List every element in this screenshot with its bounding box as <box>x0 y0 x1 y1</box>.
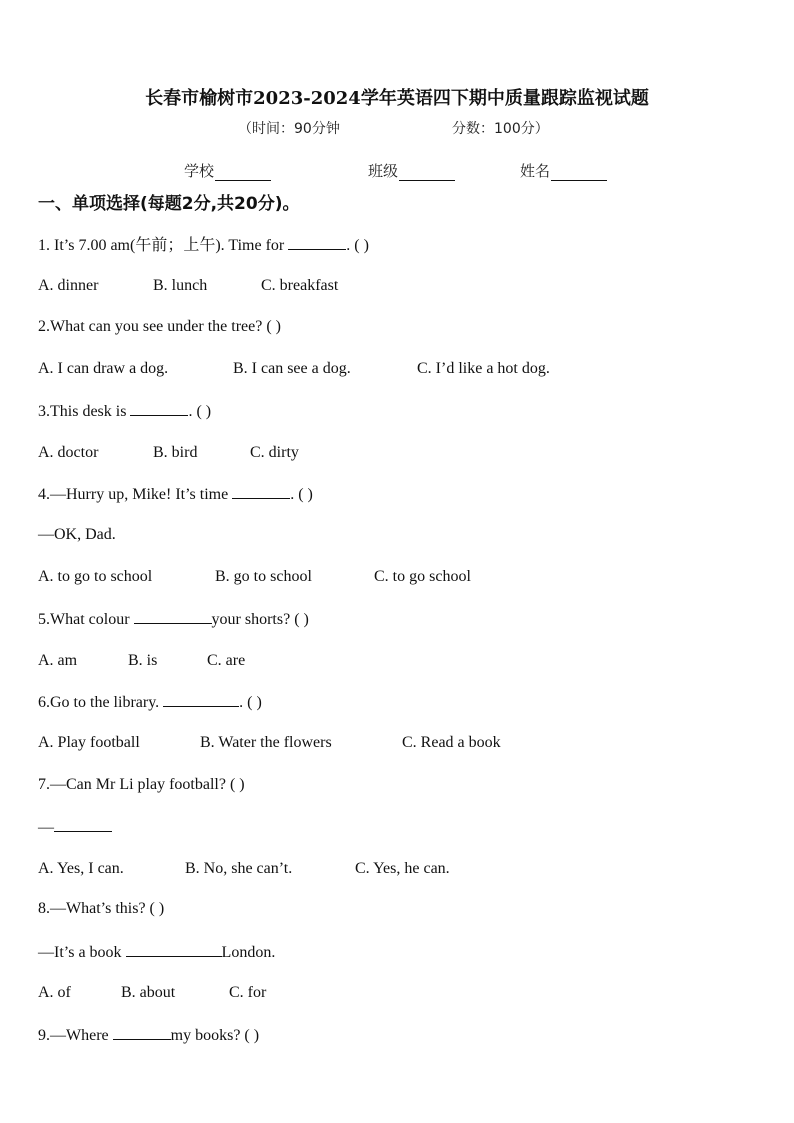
school-field <box>184 160 271 181</box>
question-4-reply: —OK, Dad. <box>38 526 116 543</box>
question-8-reply-after: London. <box>221 944 276 961</box>
question-4-option-c[interactable]: C. to go school <box>374 568 471 585</box>
exam-title: 长春市榆树市2023-2024学年英语四下期中质量跟踪监视试题 <box>145 88 649 109</box>
school-blank[interactable] <box>215 166 271 181</box>
question-3-option-b[interactable]: B. bird <box>153 444 198 461</box>
question-6-option-a[interactable]: A. Play football <box>38 734 140 751</box>
question-4-option-a[interactable]: A. to go to school <box>38 568 153 585</box>
question-7-reply <box>38 816 112 838</box>
question-4-blank[interactable] <box>232 483 290 499</box>
question-1-stem <box>38 234 369 256</box>
question-1-text-after: . ( ) <box>346 237 369 254</box>
question-2-option-c[interactable]: C. I’d like a hot dog. <box>417 360 550 377</box>
question-1-option-c[interactable]: C. breakfast <box>261 277 339 294</box>
question-5-stem <box>38 608 309 630</box>
question-6-option-c[interactable]: C. Read a book <box>402 734 501 751</box>
question-4-text-before: 4.—Hurry up, Mike! It’s time <box>38 486 233 503</box>
question-6-option-b[interactable]: B. Water the flowers <box>200 734 332 751</box>
question-9-text-after: my books? ( ) <box>170 1027 260 1044</box>
class-label: 班级 <box>368 162 399 180</box>
question-7-option-b[interactable]: B. No, she can’t. <box>185 860 293 877</box>
name-label: 姓名 <box>520 162 551 180</box>
question-8-option-c[interactable]: C. for <box>229 984 267 1001</box>
question-8-reply-before: —It’s a book <box>38 944 126 961</box>
question-5-option-a[interactable]: A. am <box>38 652 78 669</box>
question-9-blank[interactable] <box>113 1024 171 1040</box>
question-1-option-b[interactable]: B. lunch <box>153 277 208 294</box>
question-7-option-a[interactable]: A. Yes, I can. <box>38 860 124 877</box>
question-7-reply-dash: — <box>38 819 54 836</box>
question-7-stem: 7.—Can Mr Li play football? ( ) <box>38 776 245 793</box>
question-8-stem: 8.—What’s this? ( ) <box>38 900 165 917</box>
question-5-text-before: 5.What colour <box>38 611 134 628</box>
question-7-reply-blank[interactable] <box>54 816 112 832</box>
question-4-text-after: . ( ) <box>290 486 313 503</box>
class-blank[interactable] <box>399 166 455 181</box>
question-1-blank[interactable] <box>288 234 346 250</box>
exam-score: 分数：100分） <box>452 121 549 137</box>
question-2-option-a[interactable]: A. I can draw a dog. <box>38 360 169 377</box>
question-8-option-b[interactable]: B. about <box>121 984 176 1001</box>
question-4-option-b[interactable]: B. go to school <box>215 568 312 585</box>
question-5-option-b[interactable]: B. is <box>128 652 158 669</box>
question-3-option-c[interactable]: C. dirty <box>250 444 299 461</box>
section-title: 一、单项选择(每题2分,共20分)。 <box>38 194 300 214</box>
name-blank[interactable] <box>551 166 607 181</box>
question-9-stem <box>38 1024 259 1046</box>
question-6-text-before: 6.Go to the library. <box>38 694 164 711</box>
question-3-stem <box>38 400 211 422</box>
question-3-option-a[interactable]: A. doctor <box>38 444 99 461</box>
question-1-text-before: 1. It’s 7.00 am(午前；上午). Time for <box>38 237 289 254</box>
question-6-blank[interactable] <box>163 691 239 707</box>
class-field <box>368 160 455 181</box>
question-5-text-after: your shorts? ( ) <box>211 611 309 628</box>
question-7-option-c[interactable]: C. Yes, he can. <box>355 860 450 877</box>
question-2-option-b[interactable]: B. I can see a dog. <box>233 360 351 377</box>
question-9-text-before: 9.—Where <box>38 1027 113 1044</box>
question-8-reply <box>38 941 275 963</box>
question-1-option-a[interactable]: A. dinner <box>38 277 99 294</box>
question-3-text-before: 3.This desk is <box>38 403 131 420</box>
name-field <box>520 160 607 181</box>
school-label: 学校 <box>184 162 215 180</box>
question-3-blank[interactable] <box>130 400 188 416</box>
question-6-text-after: . ( ) <box>239 694 262 711</box>
question-6-stem <box>38 691 262 713</box>
question-5-blank[interactable] <box>134 608 212 624</box>
exam-time: （时间：90分钟 <box>238 121 340 137</box>
question-3-text-after: . ( ) <box>188 403 212 420</box>
question-8-option-a[interactable]: A. of <box>38 984 71 1001</box>
question-2-stem: 2.What can you see under the tree? ( ) <box>38 318 281 335</box>
question-4-stem <box>38 483 313 505</box>
question-8-blank[interactable] <box>126 941 222 957</box>
question-5-option-c[interactable]: C. are <box>207 652 246 669</box>
